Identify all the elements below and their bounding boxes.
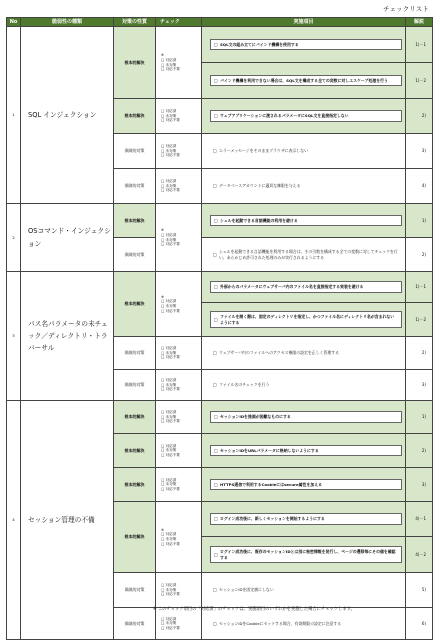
checkbox-icon[interactable]: □: [214, 113, 218, 119]
solution-ref: 1): [406, 401, 433, 434]
item-cell: [202, 204, 406, 238]
check-options[interactable]: ※ □ 対応済 □ 未対策 □ 対応不要: [156, 272, 202, 337]
item-cell: [202, 401, 406, 434]
check-options[interactable]: □ 対応済 □ 未対策 □ 対応不要: [156, 337, 202, 370]
measure-type: 保険的対策: [114, 238, 156, 272]
check-options[interactable]: ※ □ 対応済 □ 未対策 □ 対応不要: [156, 204, 202, 272]
solution-ref: 3): [406, 134, 433, 169]
measure-type: 保険的対策: [114, 608, 156, 640]
vuln-name: OSコマンド・インジェクション: [21, 204, 114, 272]
checkbox-icon[interactable]: □: [214, 217, 218, 223]
item-cell: [202, 573, 406, 608]
checkbox-icon[interactable]: □: [214, 284, 218, 290]
check-options[interactable]: □ 対応済 □ 未対策 □ 対応不要: [156, 434, 202, 468]
checkbox-icon[interactable]: □: [213, 587, 217, 593]
checkbox-icon[interactable]: □: [214, 481, 218, 487]
checkbox-icon[interactable]: □: [213, 183, 217, 189]
measure-type: 根本的解決: [114, 502, 156, 573]
item-text: 外部からのパラメータにウェブサーバ内のファイル名を直接指定する実装を避ける: [220, 284, 364, 290]
solution-ref: 4)－2: [406, 537, 433, 573]
checklist-table: [6, 17, 433, 640]
check-options[interactable]: □ 対応済 □ 未対策 □ 対応不要: [156, 401, 202, 434]
checkbox-icon[interactable]: □: [214, 447, 218, 453]
check-options[interactable]: □ 対応済 □ 未対策 □ 対応不要: [156, 573, 202, 608]
check-options[interactable]: ※ □ 対応済 □ 未対策 □ 対応不要: [156, 502, 202, 573]
check-options[interactable]: ※ □ 対応済 □ 未対策 □ 対応不要: [156, 27, 202, 99]
item-text: ログイン成功後に、新しくセッションを開始するようにする: [220, 516, 325, 522]
measure-type: 根本的解決: [114, 99, 156, 134]
solution-ref: 1): [406, 204, 433, 238]
measure-type: 保険的対策: [114, 169, 156, 204]
header-item: 実施項目: [202, 18, 406, 27]
item-text: ウェブアプリケーションに渡されるパラメータにSQL文を直接指定しない: [220, 113, 349, 119]
solution-ref: 4)－1: [406, 502, 433, 537]
table-row: [7, 204, 433, 238]
item-cell: [202, 434, 406, 468]
row-number: 2: [7, 204, 21, 272]
solution-ref: 5): [406, 573, 433, 608]
item-text: ファイル名のチェックを行う: [219, 382, 270, 388]
measure-type: 根本的解決: [114, 434, 156, 468]
item-cell: [202, 608, 406, 640]
row-number: 1: [7, 27, 21, 204]
solution-ref: 4): [406, 169, 433, 204]
item-cell: [202, 537, 406, 573]
item-cell: [202, 238, 406, 272]
measure-type: 根本的解決: [114, 401, 156, 434]
checkbox-icon[interactable]: □: [214, 516, 218, 522]
item-text: ファイルを開く際は、固定のディレクトリを指定し、かつファイル名にディレクトリ名が含まれないようにする: [220, 314, 395, 325]
vuln-name: SQL インジェクション: [21, 27, 114, 204]
solution-ref: 1)－1: [406, 27, 433, 63]
check-options[interactable]: □ 対応済 □ 未対策 □ 対応不要: [156, 608, 202, 640]
header-sol: 解説: [406, 18, 433, 27]
checkbox-icon[interactable]: □: [214, 414, 218, 420]
footnote: ※ このチェック項目の「対応済」のチェックは、実施項目のいずれかを実施した場合にチェックします。: [153, 607, 355, 612]
solution-ref: 2): [406, 434, 433, 468]
solution-ref: 2): [406, 337, 433, 370]
solution-ref: 2): [406, 99, 433, 134]
checkbox-icon[interactable]: □: [213, 251, 217, 257]
measure-type: 保険的対策: [114, 337, 156, 370]
item-text: シェルを起動できる言語機能を利用する場合は、その引数を構成する全ての変数に対してチェックを行い、あらかじめ許可された処理のみが実行されるようにする: [219, 249, 398, 260]
item-cell: [202, 169, 406, 204]
row-number: 3: [7, 272, 21, 401]
solution-ref: 1)－1: [406, 272, 433, 303]
item-text: HTTPS通信で利用するCookieにはsecure属性を加える: [220, 481, 323, 487]
header-vuln: 脆弱性の種類: [21, 18, 114, 27]
checkbox-icon[interactable]: □: [214, 77, 218, 83]
item-text: セッションIDをURLパラメータに格納しないようにする: [220, 447, 319, 453]
item-cell: [202, 502, 406, 537]
solution-ref: 1)－2: [406, 63, 433, 99]
item-text: セッションIDをCookieにセットする場合、有効期限の設定に注意する: [219, 620, 342, 626]
item-text: エラーメッセージをそのままブラウザに表示しない: [219, 148, 309, 154]
checkbox-icon[interactable]: □: [213, 350, 217, 356]
item-text: ウェブサーバ内のファイルへのアクセス権限の設定を正しく管理する: [219, 350, 340, 356]
vuln-name: セッション管理の不備: [21, 401, 114, 640]
item-text: ログイン成功後に、既存のセッションIDとは別に秘密情報を発行し、ページの遷移毎にその値を確認する: [220, 549, 396, 560]
page-title: チェックリスト: [383, 5, 429, 13]
item-text: SQL文の組み立てにバインド機構を使用する: [220, 41, 299, 47]
item-text: バインド機構を利用できない場合は、SQL文を構成する全ての変数に対しエスケープ処理を行う: [220, 77, 388, 83]
header-check: チェック: [156, 18, 202, 27]
checkbox-icon[interactable]: □: [214, 41, 218, 47]
item-text: シェルを起動できる言語機能の利用を避ける: [220, 217, 298, 223]
item-cell: [202, 99, 406, 134]
check-options[interactable]: □ 対応済 □ 未対策 □ 対応不要: [156, 134, 202, 169]
measure-type: 保険的対策: [114, 573, 156, 608]
checkbox-icon[interactable]: □: [213, 620, 217, 626]
item-text: セッションIDを推測が困難なものにする: [220, 414, 291, 420]
measure-type: 根本的解決: [114, 204, 156, 238]
solution-ref: 3): [406, 468, 433, 502]
measure-type: 根本的解決: [114, 468, 156, 502]
item-text: セッションIDを固定値にしない: [219, 587, 274, 593]
table-row: [7, 27, 433, 63]
solution-ref: 3): [406, 370, 433, 401]
check-options[interactable]: □ 対応済 □ 未対策 □ 対応不要: [156, 468, 202, 502]
measure-type: 保険的対策: [114, 134, 156, 169]
solution-ref: 2): [406, 238, 433, 272]
item-cell: [202, 337, 406, 370]
measure-type: 根本的解決: [114, 27, 156, 99]
vuln-name: パス名パラメータの未チェック／ディレクトリ・トラバーサル: [21, 272, 114, 401]
item-cell: [202, 370, 406, 401]
item-cell: [202, 134, 406, 169]
item-cell: [202, 303, 406, 337]
row-number: 4: [7, 401, 21, 640]
check-options[interactable]: □ 対応済 □ 未対策 □ 対応不要: [156, 169, 202, 204]
item-cell: [202, 27, 406, 63]
checkbox-icon[interactable]: □: [214, 551, 218, 557]
table-row: [7, 401, 433, 434]
check-options[interactable]: □ 対応済 □ 未対策 □ 対応不要: [156, 370, 202, 401]
item-cell: [202, 272, 406, 303]
table-row: [7, 272, 433, 303]
item-cell: [202, 63, 406, 99]
checklist-body: [7, 27, 433, 640]
header-no: No: [7, 18, 21, 27]
item-text: データベースアカウントに適切な権限を与える: [219, 183, 301, 189]
solution-ref: 1)－2: [406, 303, 433, 337]
item-cell: [202, 468, 406, 502]
measure-type: 保険的対策: [114, 370, 156, 401]
header-row: [7, 18, 433, 27]
checkbox-icon[interactable]: □: [213, 148, 217, 154]
checkbox-icon[interactable]: □: [213, 382, 217, 388]
measure-type: 根本的解決: [114, 272, 156, 337]
solution-ref: 6): [406, 608, 433, 640]
checkbox-icon[interactable]: □: [214, 316, 218, 322]
header-type: 対策の性質: [114, 18, 156, 27]
check-options[interactable]: □ 対応済 □ 未対策 □ 対応不要: [156, 99, 202, 134]
